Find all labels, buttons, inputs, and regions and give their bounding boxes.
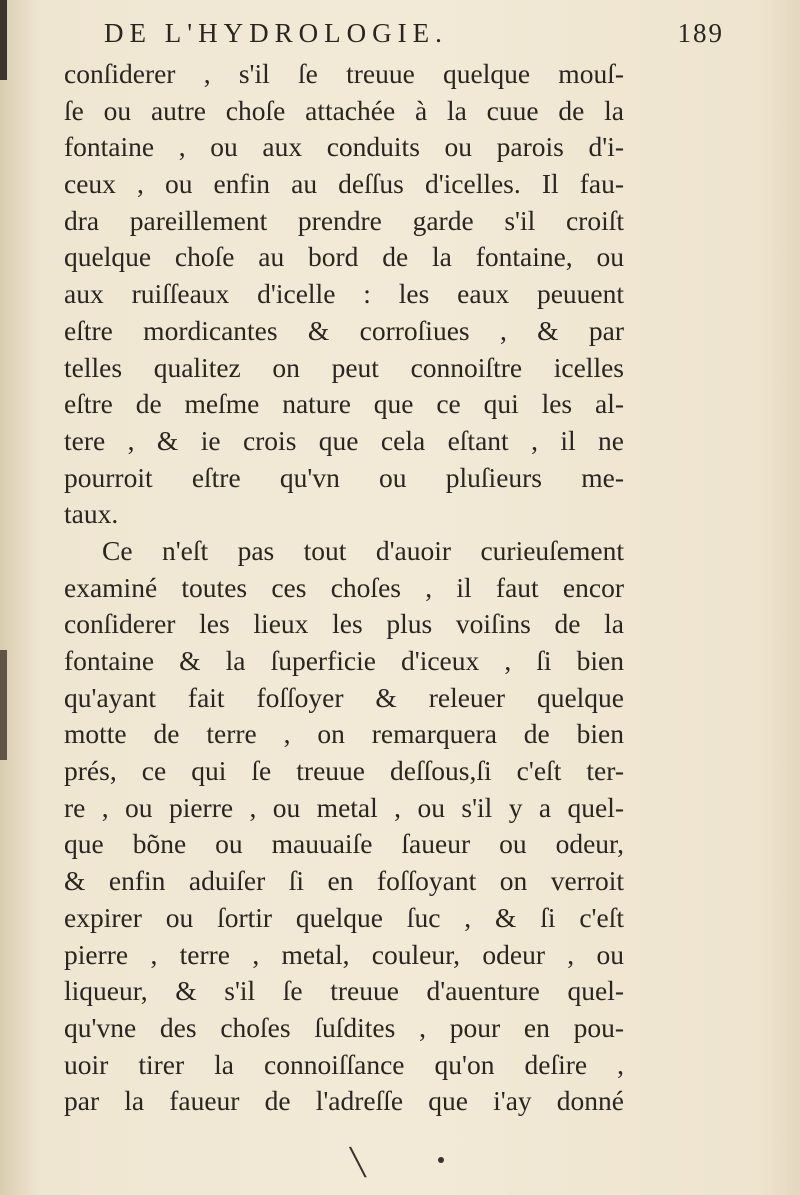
text-line: taux. (64, 498, 119, 530)
text-line: expirer ou ſortir quelque ſuc , & ſi c'eſt (64, 901, 624, 933)
text-line: qu'vne des choſes ſuſdites , pour en pou- (64, 1011, 624, 1043)
text-line: & enfin aduiſer ſi en foſſoyant on verroit (64, 865, 624, 897)
text-line: que bõne ou mauuaiſe ſaueur ou odeur, (64, 828, 624, 860)
text-line: tere , & ie crois que cela eſtant , il ne (64, 424, 624, 456)
text-line: ſe ou autre choſe attachée à la cuue de la (64, 94, 624, 126)
text-line: qu'ayant fait foſſoyer & releuer quelque (64, 681, 624, 713)
text-line: re , ou pierre , ou metal , ou s'il y a quel- (64, 791, 624, 823)
text-line: fontaine & la ſuperficie d'iceux , ſi bien (64, 645, 624, 676)
text-line: examiné toutes ces choſes , il faut encor (64, 571, 624, 603)
running-title: DE L'HYDROLOGIE. (104, 18, 448, 48)
printer-mark-icon: ╲ (350, 1148, 366, 1178)
text-line: eſtre de meſme nature que ce qui les al- (64, 388, 624, 420)
text-line: eſtre mordicantes & corroſiues , & par (64, 314, 624, 346)
text-line: liqueur, & s'il ſe treuue d'auenture quel- (64, 975, 624, 1007)
text-line: conſiderer les lieux les plus voiſins de la (64, 608, 624, 640)
running-head (104, 14, 724, 54)
text-line: uoir tirer la connoiſſance qu'on deſire , (64, 1048, 624, 1080)
text-line: dra pareillement prendre garde s'il croiſt (64, 204, 624, 236)
text-line: pourroit eſtre qu'vn ou pluſieurs me- (64, 461, 624, 493)
text-line: motte de terre , on remarquera de bien (64, 718, 624, 750)
text-line: conſiderer , s'il ſe treuue quelque mouſ- (64, 58, 624, 89)
text-line: telles qualitez on peut connoiſtre icelles (64, 351, 624, 383)
page-number: 189 (677, 18, 724, 48)
text-line: ceux , ou enfin au deſſus d'icelles. Il fau- (64, 168, 624, 200)
ink-dot-icon (438, 1157, 444, 1163)
body-text (64, 56, 624, 1120)
text-line: par la faueur de l'adreſſe que i'ay donné (64, 1085, 624, 1117)
text-line: prés, ce qui ſe treuue deſſous,ſi c'eſt ter- (64, 755, 624, 787)
text-line: Ce n'eſt pas tout d'auoir curieuſement (102, 534, 624, 566)
text-line: pierre , terre , metal, couleur, odeur , ou (64, 938, 624, 970)
page-binding-edge (0, 0, 7, 1195)
text-line: aux ruiſſeaux d'icelle : les eaux peuuent (64, 278, 624, 310)
text-line: quelque choſe au bord de la fontaine, ou (64, 241, 624, 273)
text-line: fontaine , ou aux conduits ou parois d'i- (64, 131, 624, 163)
